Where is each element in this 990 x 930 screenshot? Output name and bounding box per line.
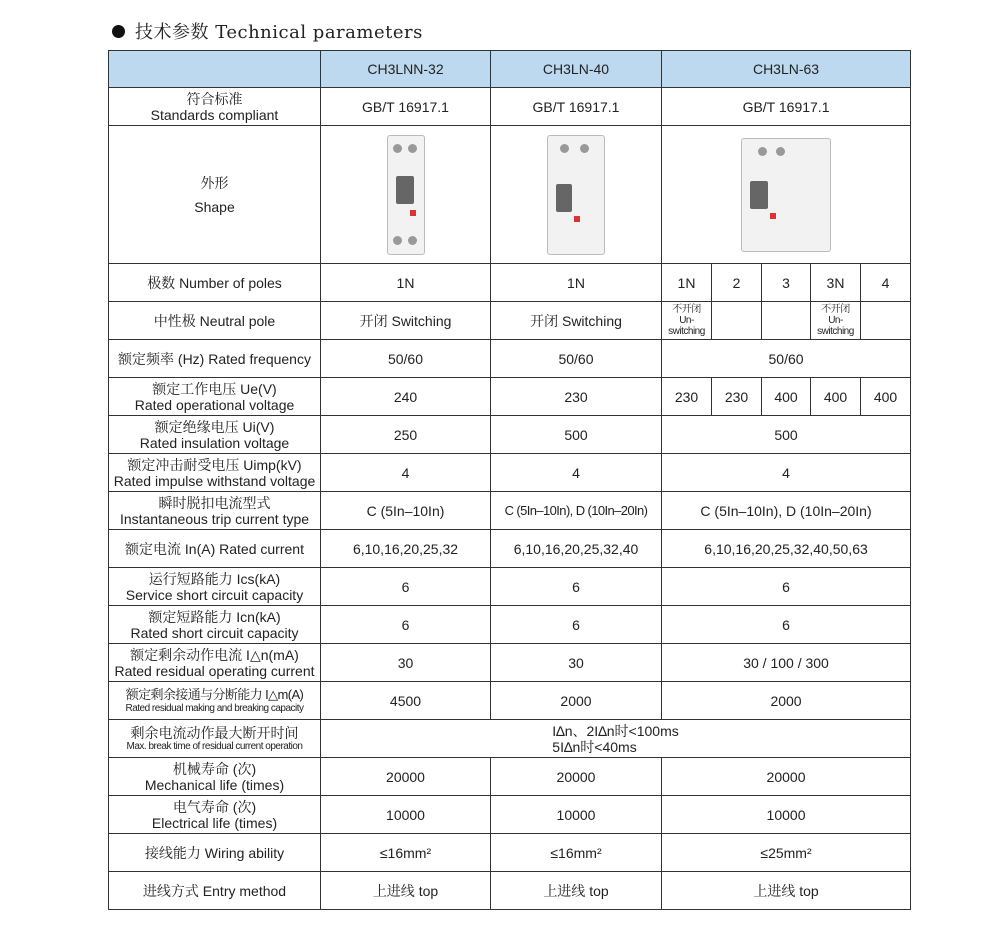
row-label xyxy=(109,606,321,644)
table-row xyxy=(109,530,911,568)
table-row xyxy=(109,606,911,644)
table-row xyxy=(109,682,911,720)
label-zh: 电气寿命 (次) xyxy=(172,798,257,815)
table-row xyxy=(109,264,911,302)
cell: 6 xyxy=(321,606,491,644)
product-image-cell xyxy=(491,126,662,264)
cell: 400 xyxy=(811,378,861,416)
cell: 230 xyxy=(712,378,762,416)
label-en: Rated insulation voltage xyxy=(139,434,290,451)
cell: 1N xyxy=(662,264,712,302)
table-row xyxy=(109,88,911,126)
cell: 6 xyxy=(662,606,911,644)
model-header: CH3LNN-32 xyxy=(321,51,491,88)
table-row xyxy=(109,302,911,340)
cell: 50/60 xyxy=(491,340,662,378)
cell: 1N xyxy=(321,264,491,302)
cell: 4 xyxy=(491,454,662,492)
cell: 上进线 top xyxy=(321,872,491,910)
cell xyxy=(321,720,911,758)
cell: 6,10,16,20,25,32,40,50,63 xyxy=(662,530,911,568)
cell: 30 / 100 / 300 xyxy=(662,644,911,682)
cell: 开闭 Switching xyxy=(321,302,491,340)
cell: 20000 xyxy=(662,758,911,796)
cell xyxy=(811,302,861,340)
cell: 1N xyxy=(491,264,662,302)
row-label xyxy=(109,720,321,758)
cell: 240 xyxy=(321,378,491,416)
section-title xyxy=(112,18,423,44)
cell: 10000 xyxy=(662,796,911,834)
table-row xyxy=(109,454,911,492)
cell: GB/T 16917.1 xyxy=(662,88,911,126)
cell: 50/60 xyxy=(662,340,911,378)
row-label xyxy=(109,682,321,720)
label-zh: 额定冲击耐受电压 Uimp(kV) xyxy=(127,456,302,473)
table-row xyxy=(109,872,911,910)
row-label xyxy=(109,126,321,264)
row-label xyxy=(109,378,321,416)
cell: 4 xyxy=(321,454,491,492)
label-zh: 剩余电流动作最大断开时间 xyxy=(130,725,299,741)
row-label: 额定电流 In(A) Rated current xyxy=(109,530,321,568)
break-time-1: I∆n、2I∆n时<100ms xyxy=(552,722,679,739)
cell: ≤25mm² xyxy=(662,834,911,872)
breaker-image xyxy=(741,138,831,252)
label-zh: 不开闭 xyxy=(672,304,701,315)
row-label: 极数 Number of poles xyxy=(109,264,321,302)
cell: 6 xyxy=(491,568,662,606)
cell: 4 xyxy=(662,454,911,492)
cell: 6 xyxy=(662,568,911,606)
label-en: Rated impulse withstand voltage xyxy=(113,472,316,489)
cell: C (5In–10In), D (10In–20In) xyxy=(662,492,911,530)
cell xyxy=(662,302,712,340)
label-zh: 瞬时脱扣电流型式 xyxy=(158,494,271,511)
label-zh: 不开闭 xyxy=(821,304,850,315)
label-zh: 机械寿命 (次) xyxy=(172,760,257,777)
label-en: Standards compliant xyxy=(150,106,279,123)
cell: 6 xyxy=(491,606,662,644)
cell: 2000 xyxy=(491,682,662,720)
cell: 3 xyxy=(762,264,811,302)
cell: 6,10,16,20,25,32,40 xyxy=(491,530,662,568)
cell: 3N xyxy=(811,264,861,302)
row-label xyxy=(109,88,321,126)
label-zh: 额定绝缘电压 Ui(V) xyxy=(154,418,275,435)
model-header: CH3LN-40 xyxy=(491,51,662,88)
label-en: Rated residual operating current xyxy=(114,662,315,679)
cell: C (5In–10In) xyxy=(321,492,491,530)
row-label: 进线方式 Entry method xyxy=(109,872,321,910)
label-en: Electrical life (times) xyxy=(151,814,278,831)
row-label xyxy=(109,644,321,682)
row-label xyxy=(109,568,321,606)
row-label xyxy=(109,758,321,796)
model-header: CH3LN-63 xyxy=(662,51,911,88)
label-zh: 额定短路能力 Icn(kA) xyxy=(148,608,281,625)
label-en: Instantaneous trip current type xyxy=(119,510,310,527)
cell: 400 xyxy=(861,378,911,416)
row-label: 中性极 Neutral pole xyxy=(109,302,321,340)
table-row xyxy=(109,378,911,416)
cell: C (5In–10In), D (10In–20In) xyxy=(491,492,662,530)
row-label xyxy=(109,454,321,492)
table-row xyxy=(109,492,911,530)
cell: 20000 xyxy=(321,758,491,796)
cell: ≤16mm² xyxy=(491,834,662,872)
label-en: Un-switching xyxy=(817,315,854,337)
breaker-image xyxy=(547,135,605,255)
product-image-cell xyxy=(662,126,911,264)
cell: 6,10,16,20,25,32 xyxy=(321,530,491,568)
cell: 2 xyxy=(712,264,762,302)
label-en: Service short circuit capacity xyxy=(125,586,304,603)
cell xyxy=(861,302,911,340)
cell: 6 xyxy=(321,568,491,606)
header-blank xyxy=(109,51,321,88)
table-row xyxy=(109,796,911,834)
cell: 30 xyxy=(491,644,662,682)
cell: 10000 xyxy=(321,796,491,834)
break-time-2: 5I∆n时<40ms xyxy=(552,738,637,755)
label-en: Rated operational voltage xyxy=(134,396,295,413)
cell xyxy=(762,302,811,340)
table-row xyxy=(109,340,911,378)
label-en: Rated residual making and breaking capacity xyxy=(125,703,304,714)
label-zh: 额定剩余动作电流 I△n(mA) xyxy=(130,646,299,663)
cell: 250 xyxy=(321,416,491,454)
product-image-cell xyxy=(321,126,491,264)
bullet-icon xyxy=(112,25,125,38)
row-label xyxy=(109,416,321,454)
row-label: 额定频率 (Hz) Rated frequency xyxy=(109,340,321,378)
breaker-image xyxy=(387,135,425,255)
cell: 4500 xyxy=(321,682,491,720)
cell: ≤16mm² xyxy=(321,834,491,872)
label-en: Rated short circuit capacity xyxy=(130,624,299,641)
row-label: 接线能力 Wiring ability xyxy=(109,834,321,872)
cell: GB/T 16917.1 xyxy=(321,88,491,126)
cell xyxy=(712,302,762,340)
table-row xyxy=(109,758,911,796)
label-zh: 额定剩余接通与分断能力 I△m(A) xyxy=(125,687,304,702)
cell: 20000 xyxy=(491,758,662,796)
label-en: Un-switching xyxy=(668,315,705,337)
cell: 上进线 top xyxy=(662,872,911,910)
label-zh: 运行短路能力 Ics(kA) xyxy=(148,570,281,587)
technical-parameters-table xyxy=(108,50,911,910)
cell: 230 xyxy=(491,378,662,416)
cell: GB/T 16917.1 xyxy=(491,88,662,126)
label-zh: 外形 xyxy=(200,174,229,191)
table-row xyxy=(109,644,911,682)
cell: 30 xyxy=(321,644,491,682)
table-row xyxy=(109,416,911,454)
header-row xyxy=(109,51,911,88)
title-text: 技术参数 Technical parameters xyxy=(135,22,423,43)
cell: 500 xyxy=(662,416,911,454)
cell: 50/60 xyxy=(321,340,491,378)
cell: 4 xyxy=(861,264,911,302)
label-en: Mechanical life (times) xyxy=(144,776,285,793)
table-row xyxy=(109,834,911,872)
cell: 400 xyxy=(762,378,811,416)
row-label xyxy=(109,492,321,530)
cell: 500 xyxy=(491,416,662,454)
label-zh: 额定工作电压 Ue(V) xyxy=(152,380,277,397)
label-zh: 符合标准 xyxy=(186,90,243,107)
table-row xyxy=(109,720,911,758)
cell: 230 xyxy=(662,378,712,416)
table-row xyxy=(109,126,911,264)
cell: 开闭 Switching xyxy=(491,302,662,340)
row-label xyxy=(109,796,321,834)
cell: 上进线 top xyxy=(491,872,662,910)
label-en: Max. break time of residual current operation xyxy=(126,741,303,752)
cell: 10000 xyxy=(491,796,662,834)
label-en: Shape xyxy=(194,198,235,215)
table-row xyxy=(109,568,911,606)
cell: 2000 xyxy=(662,682,911,720)
